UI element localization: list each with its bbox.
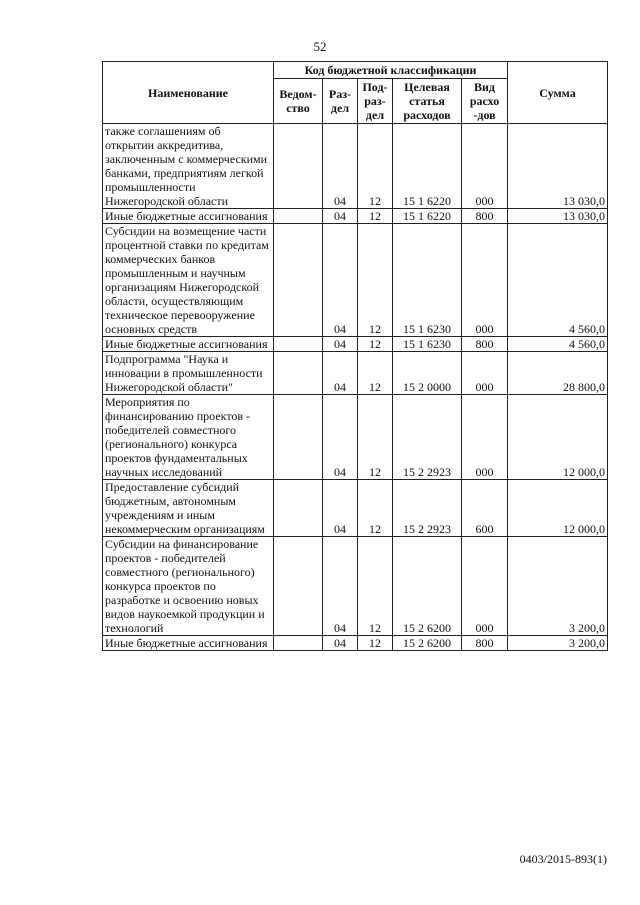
row-podrazdel: 12	[358, 124, 393, 209]
row-vedomstvo	[274, 352, 323, 395]
row-razdel: 04	[323, 395, 358, 480]
row-sum: 12 000,0	[508, 480, 608, 537]
row-razdel: 04	[323, 537, 358, 636]
row-sum: 13 030,0	[508, 124, 608, 209]
table-row	[103, 124, 608, 209]
row-podrazdel: 12	[358, 395, 393, 480]
header-vid-rashodov: Вид расхо -дов	[462, 79, 508, 124]
row-vid-rashodov: 800	[462, 209, 508, 224]
row-celevaya-statya: 15 1 6230	[393, 224, 462, 337]
row-vid-rashodov: 000	[462, 395, 508, 480]
row-celevaya-statya: 15 2 2923	[393, 395, 462, 480]
row-vedomstvo	[274, 395, 323, 480]
row-vid-rashodov: 800	[462, 337, 508, 352]
row-razdel: 04	[323, 337, 358, 352]
header-vedomstvo: Ведом-ство	[274, 79, 323, 124]
header-name: Наименование	[103, 62, 274, 124]
row-podrazdel: 12	[358, 636, 393, 651]
row-vid-rashodov: 000	[462, 124, 508, 209]
header-sum: Сумма	[508, 62, 608, 124]
table-body	[103, 124, 608, 651]
row-vid-rashodov: 000	[462, 224, 508, 337]
table-row	[103, 224, 608, 337]
row-podrazdel: 12	[358, 209, 393, 224]
row-sum: 4 560,0	[508, 224, 608, 337]
row-name: Предоставление субсидий бюджетным, автономным учреждениям и иным некоммерческим организациям	[103, 480, 274, 537]
row-vedomstvo	[274, 209, 323, 224]
header-podrazdel: Под-раз-дел	[358, 79, 393, 124]
row-name: Иные бюджетные ассигнования	[103, 636, 274, 651]
table-row	[103, 537, 608, 636]
document-code: 0403/2015-893(1)	[519, 852, 607, 866]
row-celevaya-statya: 15 2 0000	[393, 352, 462, 395]
table-row	[103, 337, 608, 352]
row-name: Иные бюджетные ассигнования	[103, 337, 274, 352]
row-vid-rashodov: 000	[462, 352, 508, 395]
table-row	[103, 480, 608, 537]
row-razdel: 04	[323, 636, 358, 651]
row-razdel: 04	[323, 209, 358, 224]
table-row	[103, 395, 608, 480]
row-celevaya-statya: 15 2 6200	[393, 537, 462, 636]
row-celevaya-statya: 15 2 6200	[393, 636, 462, 651]
row-sum: 3 200,0	[508, 537, 608, 636]
row-name: Субсидии на финансирование проектов - победителей совместного (регионального) конкурса проектов по разработке и освоению новых видов наукоемкой продукции и технологий	[103, 537, 274, 636]
row-vedomstvo	[274, 636, 323, 651]
row-sum: 13 030,0	[508, 209, 608, 224]
table-row	[103, 352, 608, 395]
row-name: Мероприятия по финансированию проектов - победителей совместного (регионального) конкурса проектов фундаментальных научных исследований	[103, 395, 274, 480]
row-celevaya-statya: 15 1 6220	[393, 124, 462, 209]
row-name: также соглашениям об открытии аккредитива, заключенным с коммерческими банками, предприятиям легкой промышленности Нижегородской области	[103, 124, 274, 209]
header-razdel: Раз-дел	[323, 79, 358, 124]
row-sum: 28 800,0	[508, 352, 608, 395]
row-razdel: 04	[323, 480, 358, 537]
row-vedomstvo	[274, 537, 323, 636]
row-vedomstvo	[274, 124, 323, 209]
table-row	[103, 209, 608, 224]
row-vedomstvo	[274, 480, 323, 537]
header-celevaya-statya: Целевая статья расходов	[393, 79, 462, 124]
row-razdel: 04	[323, 224, 358, 337]
row-sum: 3 200,0	[508, 636, 608, 651]
row-vedomstvo	[274, 337, 323, 352]
budget-table	[102, 61, 608, 651]
header-code-group: Код бюджетной классификации	[274, 62, 508, 79]
table-row	[103, 636, 608, 651]
row-celevaya-statya: 15 1 6230	[393, 337, 462, 352]
row-vid-rashodov: 800	[462, 636, 508, 651]
page-number: 52	[313, 39, 327, 54]
row-sum: 12 000,0	[508, 395, 608, 480]
row-razdel: 04	[323, 352, 358, 395]
row-vid-rashodov: 000	[462, 537, 508, 636]
row-vedomstvo	[274, 224, 323, 337]
row-name: Иные бюджетные ассигнования	[103, 209, 274, 224]
row-name: Субсидии на возмещение части процентной ставки по кредитам коммерческих банков промышленным и научным организациям Нижегородской области, осуществляющим техническое перевооружение основных средств	[103, 224, 274, 337]
row-celevaya-statya: 15 1 6220	[393, 209, 462, 224]
row-podrazdel: 12	[358, 337, 393, 352]
row-podrazdel: 12	[358, 224, 393, 337]
row-podrazdel: 12	[358, 352, 393, 395]
row-vid-rashodov: 600	[462, 480, 508, 537]
row-celevaya-statya: 15 2 2923	[393, 480, 462, 537]
row-name: Подпрограмма "Наука и инновации в промышленности Нижегородской области"	[103, 352, 274, 395]
row-podrazdel: 12	[358, 537, 393, 636]
row-sum: 4 560,0	[508, 337, 608, 352]
row-podrazdel: 12	[358, 480, 393, 537]
row-razdel: 04	[323, 124, 358, 209]
